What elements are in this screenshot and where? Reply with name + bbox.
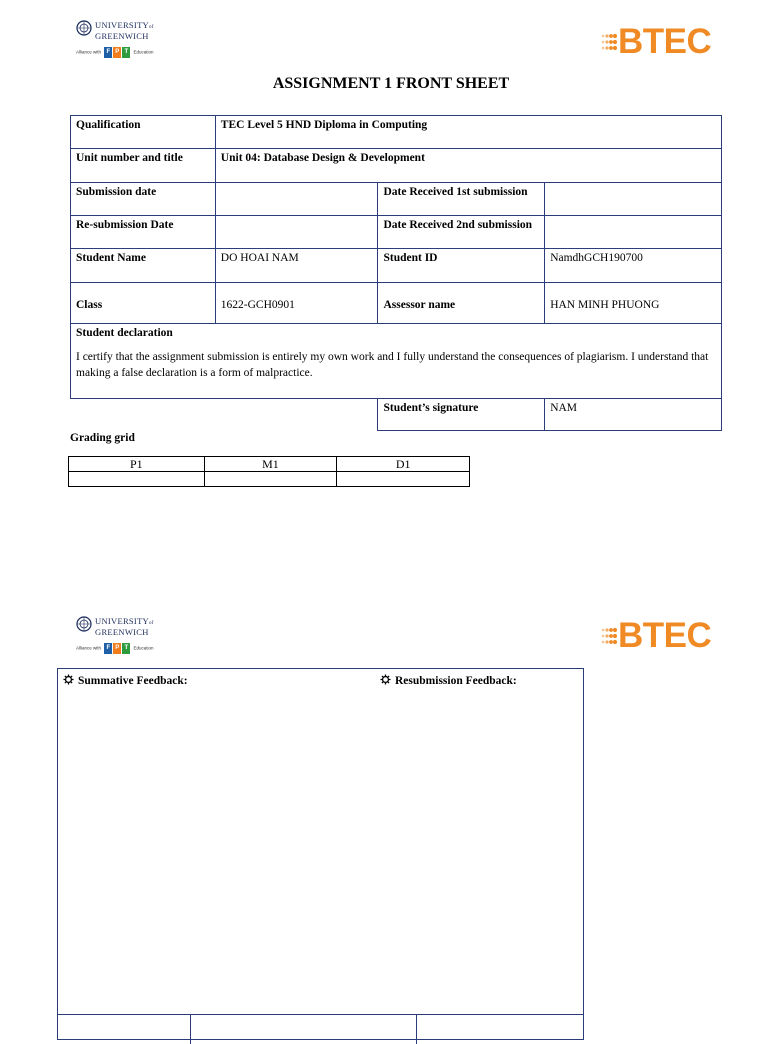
- signature-label: Student’s signature: [378, 399, 545, 431]
- table-row: [71, 283, 722, 324]
- signature-spacer: [71, 399, 378, 431]
- university-logo: [76, 20, 166, 62]
- btec-dots-icon: [600, 30, 620, 54]
- date-received-1-label: Date Received 1st submission: [378, 183, 545, 216]
- date-received-2-value: [545, 216, 722, 249]
- date-received-1-value: [545, 183, 722, 216]
- declaration-text: I certify that the assignment submission is entirely my own work and I fully understand the consequences of plagiarism. I understand that making a false declaration is a form of malpractice.: [76, 351, 709, 379]
- university-name: UNIVERSITYof GREENWICH: [95, 20, 154, 41]
- alliance-line: Alliance with F P T Education: [76, 47, 154, 58]
- assessor-value: HAN MINH PHUONG: [545, 283, 722, 324]
- feedback-divider: [190, 1014, 191, 1044]
- university-crest-icon: [76, 20, 92, 36]
- declaration-label: Student declaration: [76, 327, 173, 339]
- grading-value-row: [69, 472, 470, 487]
- table-row: [71, 183, 722, 216]
- class-value: 1622-GCH0901: [215, 283, 378, 324]
- resubmission-feedback-heading: [380, 674, 517, 687]
- feedback-divider: [416, 1014, 417, 1044]
- table-row: [71, 324, 722, 399]
- table-row: [71, 249, 722, 283]
- grade-p1-header: P1: [69, 457, 205, 472]
- table-row: [71, 216, 722, 249]
- grading-grid: [68, 456, 470, 487]
- signature-value: NAM: [545, 399, 722, 431]
- date-received-2-label: Date Received 2nd submission: [378, 216, 545, 249]
- university-logo: [76, 616, 166, 658]
- grade-m1-header: M1: [204, 457, 337, 472]
- alliance-line: Alliance with F P T Education: [76, 643, 154, 654]
- feedback-box: [57, 668, 584, 1040]
- university-crest-icon: [76, 616, 92, 632]
- btec-dots-icon: [600, 624, 620, 648]
- class-label: Class: [71, 283, 216, 324]
- fpt-logo: F P T: [104, 643, 130, 654]
- submission-date-label: Submission date: [71, 183, 216, 216]
- student-name-label: Student Name: [71, 249, 216, 283]
- resubmission-feedback-label: Resubmission Feedback:: [395, 675, 517, 687]
- table-row: [71, 149, 722, 183]
- qualification-value: TEC Level 5 HND Diploma in Computing: [215, 116, 721, 149]
- grade-d1-cell: [337, 472, 470, 487]
- unit-value: Unit 04: Database Design & Development: [215, 149, 721, 183]
- assessor-label: Assessor name: [378, 283, 545, 324]
- gear-icon: [380, 674, 391, 685]
- btec-wordmark: BTEC: [618, 22, 712, 61]
- resubmission-date-label: Re-submission Date: [71, 216, 216, 249]
- summative-feedback-heading: [63, 674, 188, 687]
- btec-logo: [600, 22, 720, 62]
- unit-label: Unit number and title: [71, 149, 216, 183]
- resubmission-date-value: [215, 216, 378, 249]
- fpt-logo: F P T: [104, 47, 130, 58]
- table-row: [71, 399, 722, 431]
- declaration-cell: [71, 324, 722, 399]
- feedback-divider: [58, 1014, 583, 1015]
- grading-header-row: [69, 457, 470, 472]
- grading-grid-label: Grading grid: [70, 432, 135, 444]
- front-sheet-table: [70, 115, 722, 431]
- btec-wordmark: BTEC: [618, 616, 712, 655]
- grade-m1-cell: [204, 472, 337, 487]
- grade-p1-cell: [69, 472, 205, 487]
- student-name-value: DO HOAI NAM: [215, 249, 378, 283]
- student-id-label: Student ID: [378, 249, 545, 283]
- university-name: UNIVERSITYof GREENWICH: [95, 616, 154, 637]
- summative-feedback-label: Summative Feedback:: [78, 675, 188, 687]
- submission-date-value: [215, 183, 378, 216]
- qualification-label: Qualification: [71, 116, 216, 149]
- table-row: [71, 116, 722, 149]
- btec-logo: [600, 616, 720, 656]
- page-title: ASSIGNMENT 1 FRONT SHEET: [272, 75, 510, 92]
- gear-icon: [63, 674, 74, 685]
- student-id-value: NamdhGCH190700: [545, 249, 722, 283]
- grade-d1-header: D1: [337, 457, 470, 472]
